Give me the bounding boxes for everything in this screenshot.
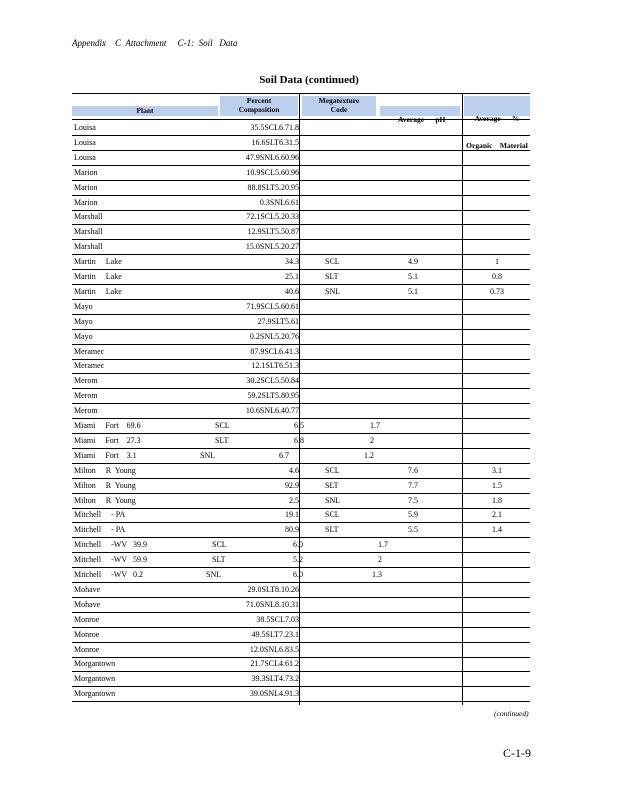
texture-code-cell: SLT [215, 435, 229, 445]
organic-cell: 1.7 [370, 421, 380, 430]
percent-cell: 4.6 [289, 465, 299, 475]
ph-cell: 7.5 [408, 495, 418, 505]
table-row [72, 180, 530, 196]
table-row [72, 597, 530, 613]
col-header-ph-label: Average pH [397, 115, 446, 124]
plant-name-cell: Louisa [74, 123, 96, 132]
plant-name-cell: Miami Fort 3.1 [74, 450, 137, 460]
table-row [72, 552, 530, 568]
plant-name-cell: Merom [74, 391, 98, 401]
table-row [72, 478, 530, 494]
percent-cell: 87.9SCL6.41.3 [250, 346, 299, 356]
running-header: Appendix C Attachment C-1: Soil Data [72, 38, 238, 48]
texture-code-cell: SNL [325, 495, 341, 505]
table-row [72, 656, 530, 672]
ph-cell: 5.5 [408, 525, 418, 535]
table-row [72, 254, 530, 270]
percent-cell: 92.9 [285, 480, 299, 490]
table-row [72, 358, 530, 374]
table-row [72, 269, 530, 285]
table-row [72, 239, 530, 255]
ph-cell: 5.9 [408, 510, 418, 520]
percent-cell: 35.5SCL6.71.8 [250, 123, 299, 132]
plant-name-cell: Marshall [74, 212, 103, 222]
plant-name-cell: Martin Lake [74, 257, 122, 267]
percent-cell: 6.5 [294, 421, 304, 430]
table-row [72, 582, 530, 598]
table-row [72, 209, 530, 225]
texture-code-cell: SCL [215, 421, 230, 430]
plant-name-cell: Marion [74, 182, 98, 192]
ph-cell: 5.1 [408, 286, 418, 296]
plant-name-cell: Marshall [74, 227, 103, 237]
table-row [72, 493, 530, 509]
percent-cell: 16.6SLT6.31.5 [251, 137, 299, 147]
percent-cell: 21.7SCL4.61.2 [250, 659, 299, 669]
percent-cell: 12.1SLT6.51.3 [251, 361, 299, 371]
organic-cell: 2 [370, 435, 374, 445]
texture-code-cell: SNL [200, 450, 216, 460]
percent-cell: 12.0SNL6.83.5 [249, 644, 299, 654]
organic-material-cell: 1.5 [492, 480, 502, 490]
col-header-ph [380, 106, 460, 124]
percent-cell: 2.5 [289, 495, 299, 505]
col-header-organic [464, 96, 530, 150]
table-row [72, 388, 530, 404]
table-row [72, 463, 530, 479]
table-row [72, 299, 530, 315]
plant-name-cell: Miami Fort 27.3 [74, 435, 141, 445]
col-header-megatexture-line1: Megatexture [318, 96, 360, 105]
plant-name-cell: Marshall [74, 242, 103, 252]
table-row [72, 135, 530, 151]
table-row [72, 627, 530, 643]
table-row [72, 433, 530, 449]
percent-cell: 59.2SLT5.80.95 [247, 391, 299, 401]
plant-name-cell: Marion [74, 167, 98, 177]
percent-cell: 5.2 [293, 555, 303, 565]
organic-material-cell: 0.8 [492, 272, 502, 281]
percent-cell: 10.6SNL6.40.77 [245, 406, 299, 416]
organic-cell: 1.7 [378, 540, 388, 550]
plant-name-cell: Louisa [74, 152, 96, 162]
plant-name-cell: Marion [74, 197, 98, 207]
percent-cell: 12.9SLT5.50.87 [247, 227, 299, 237]
table-row [72, 686, 530, 702]
percent-cell: 27.9SLT5.61 [257, 316, 299, 326]
plant-name-cell: Mohave [74, 584, 101, 594]
organic-material-cell: 3.1 [492, 465, 502, 475]
organic-material-cell: 2.1 [492, 510, 502, 520]
percent-cell: 19.1 [285, 510, 299, 520]
col-header-megatexture-line2: Code [330, 105, 348, 114]
plant-name-cell: Morgantown [74, 689, 116, 699]
percent-cell: 39.0SNL4.91.3 [249, 689, 299, 699]
percent-cell: 34.3 [285, 257, 299, 267]
texture-code-cell: SCL [325, 510, 340, 520]
plant-name-cell: Mayo [74, 316, 93, 326]
plant-name-cell: Mitchell -WV 0.2 [74, 570, 143, 579]
percent-cell: 30.2SCL5.50.84 [246, 376, 299, 386]
col-header-megatexture [302, 96, 376, 116]
organic-material-cell: 0.73 [490, 286, 504, 296]
percent-cell: 6.0 [293, 570, 303, 579]
ph-cell: 7.7 [408, 480, 418, 490]
plant-name-cell: Martin Lake [74, 272, 122, 281]
col-header-percent-line1: Percent [246, 96, 272, 105]
plant-name-cell: Morgantown [74, 674, 116, 684]
plant-name-cell: Mayo [74, 331, 93, 341]
table-row [72, 329, 530, 345]
plant-name-cell: Monroe [74, 644, 100, 654]
texture-code-cell: SLT [325, 480, 339, 490]
table-row [72, 642, 530, 658]
plant-name-cell: Martin Lake [74, 286, 122, 296]
percent-cell: 6.7 [279, 450, 289, 460]
table-row [72, 537, 530, 553]
percent-cell: 10.9SCL5.60.96 [246, 167, 299, 177]
texture-code-cell: SCL [325, 465, 340, 475]
organic-material-cell: 1.4 [492, 525, 502, 535]
plant-name-cell: Mitchell - PA [74, 510, 126, 520]
plant-name-cell: Miami Fort 69.6 [74, 421, 141, 430]
table-row [72, 612, 530, 628]
table-row [72, 165, 530, 181]
plant-name-cell: Meramec [74, 346, 105, 356]
table-row [72, 567, 530, 583]
table-row [72, 284, 530, 300]
organic-material-cell: 1.8 [492, 495, 502, 505]
organic-cell: 2 [378, 555, 382, 565]
plant-name-cell: Louisa [74, 137, 96, 147]
ph-cell: 5.1 [408, 272, 418, 281]
texture-code-cell: SCL [212, 540, 227, 550]
plant-name-cell: Morgantown [74, 659, 116, 669]
organic-cell: 1.2 [364, 450, 374, 460]
plant-name-cell: Meramec [74, 361, 105, 371]
plant-name-cell: Mitchell - PA [74, 525, 126, 535]
percent-cell: 0.2SNL5.20.76 [249, 331, 299, 341]
percent-cell: 15.0SNL5.20.27 [245, 242, 299, 252]
percent-cell: 6.8 [294, 435, 304, 445]
table-row [72, 448, 530, 464]
percent-cell: 72.1SCL5.20.33 [246, 212, 299, 222]
plant-name-cell: Merom [74, 376, 98, 386]
plant-name-cell: Milton R Young [74, 495, 136, 505]
texture-code-cell: SCL [325, 257, 340, 267]
plant-name-cell: Mayo [74, 301, 93, 311]
percent-cell: 0.3SNL6.61 [259, 197, 299, 207]
page-number: C-1-9 [503, 746, 531, 760]
col-header-organic-line1: Average % [474, 114, 520, 123]
plant-name-cell: Merom [74, 406, 98, 416]
percent-cell: 25.1 [285, 272, 299, 281]
plant-name-cell: Milton R Young [74, 465, 136, 475]
table-row [72, 418, 530, 434]
percent-cell: 88.8SLT5.20.95 [247, 182, 299, 192]
plant-name-cell: Milton R Young [74, 480, 136, 490]
table-title: Soil Data (continued) [259, 74, 359, 86]
percent-cell: 40.6 [285, 286, 299, 296]
percent-cell: 6.0 [293, 540, 303, 550]
table-row [72, 373, 530, 389]
continued-note: (continued) [494, 709, 529, 718]
plant-name-cell: Monroe [74, 629, 100, 639]
col-header-organic-line2: Organic Material [466, 141, 528, 150]
percent-cell: 49.5SLT7.23.1 [251, 629, 299, 639]
organic-material-cell: 1 [495, 257, 499, 267]
texture-code-cell: SLT [325, 272, 339, 281]
percent-cell: 80.9 [285, 525, 299, 535]
texture-code-cell: SNL [325, 286, 341, 296]
plant-name-cell: Mitchell -WV 59.9 [74, 555, 147, 565]
plant-name-cell: Monroe [74, 614, 100, 624]
table-row [72, 403, 530, 419]
table-row [72, 344, 530, 360]
table-row [72, 507, 530, 523]
texture-code-cell: SLT [212, 555, 226, 565]
percent-cell: 71.0SNL8.10.31 [245, 599, 299, 609]
texture-code-cell: SNL [206, 570, 222, 579]
ph-cell: 7.6 [408, 465, 418, 475]
plant-name-cell: Mohave [74, 599, 101, 609]
table-row [72, 120, 530, 136]
table-row [72, 671, 530, 687]
percent-cell: 38.5SCL7.03 [256, 614, 299, 624]
organic-cell: 1.3 [372, 570, 382, 579]
percent-cell: 71.9SCL5.60.61 [246, 301, 299, 311]
col-header-percent-line2: Composition [238, 105, 280, 114]
table-row [72, 224, 530, 240]
col-header-percent [220, 96, 298, 116]
percent-cell: 47.9SNL6.60.96 [245, 152, 299, 162]
percent-cell: 39.3SLT4.73.2 [251, 674, 299, 684]
plant-name-cell: Mitchell -WV 39.9 [74, 540, 147, 550]
ph-cell: 4.9 [408, 257, 418, 267]
percent-cell: 29.0SLT8.10.26 [247, 584, 299, 594]
table-row [72, 522, 530, 538]
col-header-plant [72, 106, 218, 116]
table-row [72, 314, 530, 330]
texture-code-cell: SLT [325, 525, 339, 535]
table-row [72, 195, 530, 211]
col-header-plant-label: Plant [136, 106, 154, 115]
table-row [72, 150, 530, 166]
